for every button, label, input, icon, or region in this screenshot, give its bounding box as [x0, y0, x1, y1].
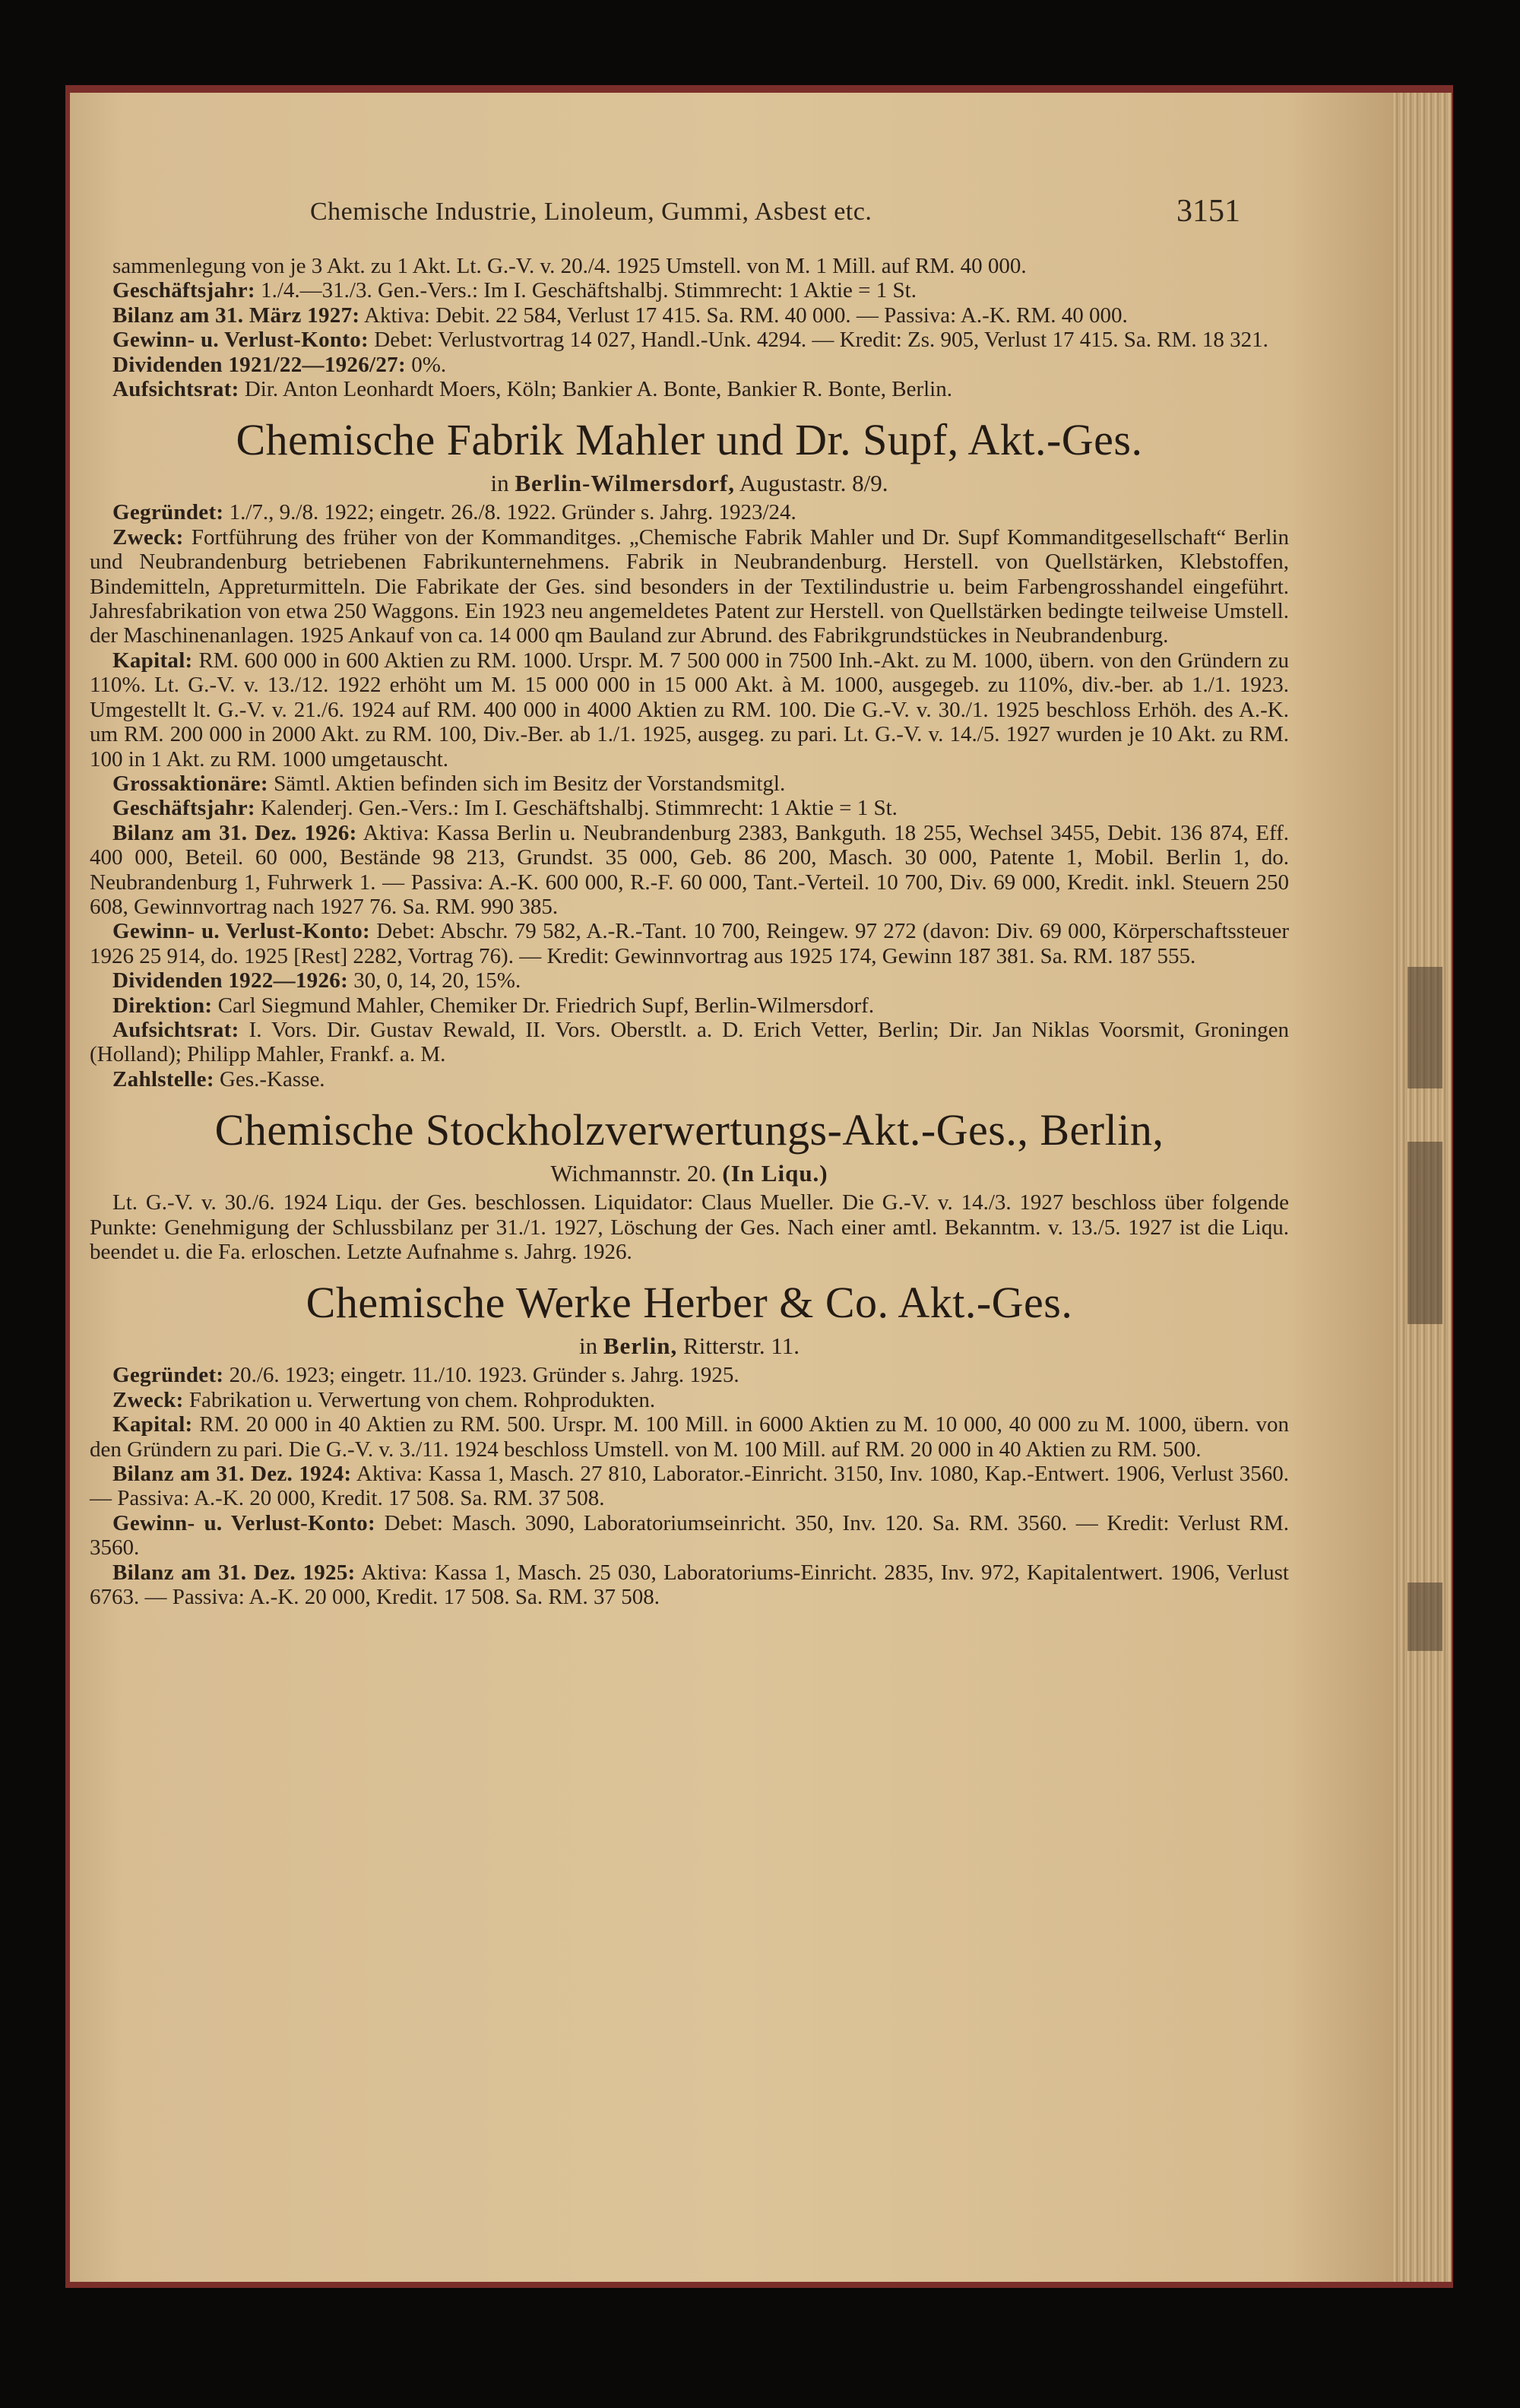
paragraph-label: Gegründet:: [112, 500, 224, 525]
running-head: [90, 190, 1289, 236]
company-city: Berlin-Wilmersdorf,: [515, 470, 735, 497]
entry-paragraph: [90, 1190, 1289, 1264]
intro-entry: [90, 254, 1289, 401]
paragraph-text: 1./4.—31./3. Gen.-Vers.: Im I. Geschäftshalbj. Stimmrecht: 1 Aktie = 1 St.: [261, 278, 917, 303]
paragraph-label: Bilanz am 31. März 1927:: [112, 303, 360, 328]
paragraph-text: RM. 20 000 in 40 Aktien zu RM. 500. Urspr. M. 100 Mill. in 6000 Aktien zu M. 10 000, 40 000 zu M. 1000, übern. von den Gründern zu pari. Die G.-V. v. 3./11. 1924 beschloss Umstell. von M. 100 Mill. auf RM. 20 000 in 40 Aktien zu RM. 500.: [90, 1412, 1290, 1462]
body-text: [90, 254, 1289, 1609]
location-prefix: in: [578, 1332, 598, 1360]
paragraph-label: Kapital:: [112, 1412, 193, 1437]
entry-paragraph: [90, 254, 1289, 278]
paragraph-text: Aktiva: Kassa 1, Masch. 25 030, Laboratoriums-Einricht. 2835, Inv. 972, Kapitalentwert. 1906, Verlust 6763. — Passiva: A.-K. 20 000, Kredit. 17 508. Sa. RM. 37 508.: [90, 1560, 1289, 1610]
entry-paragraph: [90, 1511, 1289, 1560]
paragraph-label: Zweck:: [112, 1387, 184, 1412]
entry-paragraph: [90, 377, 1289, 401]
entry-paragraph: [90, 278, 1289, 303]
entry-paragraph: [90, 1067, 1289, 1092]
page-stack: [1392, 93, 1452, 2282]
company-address: Augustastr. 8/9.: [739, 470, 888, 497]
entry-paragraph: [90, 353, 1289, 377]
paragraph-text: Aktiva: Debit. 22 584, Verlust 17 415. Sa. RM. 40 000. — Passiva: A.-K. RM. 40 000.: [364, 303, 1128, 328]
paragraph-text: sammenlegung von je 3 Akt. zu 1 Akt. Lt. G.-V. v. 20./4. 1925 Umstell. von M. 1 Mill. auf RM. 40 000.: [112, 254, 1027, 278]
paragraph-text: Sämtl. Aktien befinden sich im Besitz der Vorstandsmitgl.: [274, 771, 786, 796]
paragraph-text: Dir. Anton Leonhardt Moers, Köln; Bankier A. Bonte, Bankier R. Bonte, Berlin.: [244, 377, 952, 402]
entry-paragraph: [90, 968, 1289, 993]
entry-paragraph: [90, 328, 1289, 352]
paragraph-text: Aktiva: Kassa Berlin u. Neubrandenburg 2383, Bankguth. 18 255, Wechsel 3455, Debit. 136 874, Eff. 400 000, Beteil. 60 000, Bestände 98 213, Grundst. 35 000, Geb. 86 200, Masch. 30 000, Patente 1, Mobil. Berlin 1, do. Neubrandenburg 1, Fuhrwerk 1. — Passiva: A.-K. 600 000, R.-F. 60 000, Tant.-Verteil. 10 700, Div. 69 000, Kredit. inkl. Steuern 250 608, Gewinnvortrag nach 1927 76. Sa. RM. 990 385.: [90, 820, 1289, 919]
entry-paragraph: [90, 1388, 1289, 1412]
entry-paragraph: [90, 772, 1289, 796]
company-location: [90, 470, 1289, 497]
running-head-title: Chemische Industrie, Linoleum, Gummi, Asbest etc.: [310, 198, 872, 226]
company-entry: [90, 415, 1289, 1092]
paragraph-label: Bilanz am 31. Dez. 1926:: [112, 820, 357, 845]
entry-paragraph: [90, 796, 1289, 820]
entry-paragraph: [90, 821, 1289, 920]
paragraph-label: Gewinn- u. Verlust-Konto:: [112, 1510, 375, 1535]
paragraph-label: Kapital:: [112, 648, 193, 673]
entry-paragraph: [90, 500, 1289, 524]
page-number: 3151: [1176, 194, 1240, 229]
company-title: Chemische Stockholzverwertungs-Akt.-Ges., Berlin,: [214, 1105, 1164, 1155]
entry-paragraph: [90, 648, 1289, 772]
paragraph-text: Debet: Abschr. 79 582, A.-R.-Tant. 10 700, Reingew. 97 272 (davon: Div. 69 000, Körperschaftssteuer 1926 25 914, do. 1925 [Rest] 2282, Vortrag 76). — Kredit: Gewinnvortrag aus 1925 174, Gewinn 187 381. Sa. RM. 187 555.: [90, 919, 1289, 968]
paragraph-text: 0%.: [411, 352, 447, 377]
paragraph-text: Kalenderj. Gen.-Vers.: Im I. Geschäftshalbj. Stimmrecht: 1 Aktie = 1 St.: [261, 796, 898, 821]
paragraph-text: Aktiva: Kassa 1, Masch. 27 810, Laborator.-Einricht. 3150, Inv. 1080, Kap.-Entwert. 1906, Verlust 3560. — Passiva: A.-K. 20 000, Kredit. 17 508. Sa. RM. 37 508.: [90, 1462, 1289, 1511]
paragraph-label: Bilanz am 31. Dez. 1925:: [112, 1560, 356, 1585]
paragraph-label: Direktion:: [112, 993, 213, 1018]
paragraph-label: Dividenden 1922—1926:: [112, 968, 349, 993]
paragraph-label: Zahlstelle:: [112, 1066, 214, 1092]
paragraph-text: Carl Siegmund Mahler, Chemiker Dr. Friedrich Supf, Berlin-Wilmersdorf.: [217, 993, 875, 1018]
paragraph-label: Gegründet:: [112, 1363, 224, 1388]
book-page: [70, 93, 1392, 2282]
company-address: Ritterstr. 11.: [683, 1332, 800, 1360]
paragraph-label: Aufsichtsrat:: [112, 1017, 239, 1042]
paragraph-text: Ges.-Kasse.: [220, 1066, 325, 1092]
paragraph-label: Geschäftsjahr:: [112, 278, 255, 303]
entry-paragraph: [90, 1412, 1289, 1462]
company-location: [90, 1160, 1289, 1187]
paragraph-label: Bilanz am 31. Dez. 1924:: [112, 1462, 352, 1487]
company-entry: [90, 1105, 1289, 1264]
stack-mark: [1408, 1142, 1442, 1324]
paragraph-label: Gewinn- u. Verlust-Konto:: [112, 328, 369, 353]
paragraph-label: Geschäftsjahr:: [112, 796, 255, 821]
paragraph-text: Lt. G.-V. v. 30./6. 1924 Liqu. der Ges. beschlossen. Liquidator: Claus Mueller. Die G.-V. v. 14./3. 1927 beschloss über folgende Punkte: Genehmigung der Schlussbilanz per 31./1. 1927, Löschung der Ges. Nach einer amtl. Bekanntm. v. 13./5. 1927 ist die Liqu. beendet u. die Fa. erloschen. Letzte Aufnahme s. Jahrg. 1926.: [90, 1190, 1289, 1264]
entry-paragraph: [90, 993, 1289, 1018]
company-city: Berlin,: [603, 1332, 678, 1360]
entry-paragraph: [90, 1560, 1289, 1610]
paragraph-text: Fortführung des früher von der Kommanditges. „Chemische Fabrik Mahler und Dr. Supf Kommanditgesellschaft“ Berlin und Neubrandenburg betriebenen Fabrikunternehmens. Fabrik in Neubrandenburg. Herstell. von Quellstärken, Klebstoffen, Bindemitteln, Appreturmitteln. Die Fabrikate der Ges. sind besonders in der Textilindustrie u. beim Farbengrosshandel eingeführt. Jahresfabrikation von etwa 250 Waggons. Ein 1923 neu angemeldetes Patent zur Herstell. von Quellstärken bedingte teilweise Umstell. der Maschinenanlagen. 1925 Ankauf von ca. 14 000 qm Bauland zur Abrund. des Fabrikgrundstückes in Neubrandenburg.: [90, 524, 1289, 648]
paragraph-text: Debet: Verlustvortrag 14 027, Handl.-Unk. 4294. — Kredit: Zs. 905, Verlust 17 415. Sa. RM. 18 321.: [374, 328, 1268, 353]
stack-mark: [1408, 1583, 1442, 1651]
paragraph-text: Fabrikation u. Verwertung von chem. Rohprodukten.: [188, 1387, 656, 1412]
paragraph-label: Zweck:: [112, 524, 184, 550]
paragraph-label: Gewinn- u. Verlust-Konto:: [112, 919, 370, 944]
company-entries: [90, 415, 1289, 1609]
company-title: Chemische Werke Herber & Co. Akt.-Ges.: [306, 1278, 1073, 1328]
location-prefix: in: [490, 470, 509, 497]
paragraph-text: 1./7., 9./8. 1922; eingetr. 26./8. 1922. Gründer s. Jahrg. 1923/24.: [229, 500, 796, 525]
paragraph-text: RM. 600 000 in 600 Aktien zu RM. 1000. Urspr. M. 7 500 000 in 7500 Inh.-Akt. zu M. 1000, übern. von den Gründern zu 110%. Lt. G.-V. v. 13./12. 1922 erhöht um M. 15 000 000 in 15 000 Akt. à M. 1000, ausgegeb. zu 110%, div.-ber. ab 1./1. 1923. Umgestellt lt. G.-V. v. 21./6. 1924 auf RM. 400 000 in 4000 Aktien zu RM. 100. Die G.-V. v. 30./1. 1925 beschloss Erhöh. des A.-K. um RM. 200 000 in 2000 Akt. zu RM. 100, Div.-Ber. ab 1./1. 1925, ausgeg. zu pari. Lt. G.-V. v. 14./5. 1927 wurden je 10 Akt. zu RM. 100 in 1 Akt. zu RM. 1000 umgetauscht.: [90, 648, 1289, 772]
entry-paragraph: [90, 303, 1289, 328]
entry-paragraph: [90, 919, 1289, 968]
paragraph-label: Dividenden 1921/22—1926/27:: [112, 352, 406, 377]
company-title: Chemische Fabrik Mahler und Dr. Supf, Akt.-Ges.: [236, 415, 1143, 465]
company-address: Wichmannstr. 20.: [550, 1160, 717, 1187]
paragraph-text: I. Vors. Dir. Gustav Rewald, II. Vors. Oberstlt. a. D. Erich Vetter, Berlin; Dir. Jan Niklas Voorsmit, Groningen (Holland); Philipp Mahler, Frankf. a. M.: [90, 1017, 1289, 1067]
entry-paragraph: [90, 525, 1289, 648]
paragraph-text: 20./6. 1923; eingetr. 11./10. 1923. Gründer s. Jahrg. 1925.: [229, 1363, 739, 1388]
entry-paragraph: [90, 1363, 1289, 1387]
entry-paragraph: [90, 1018, 1289, 1067]
liquidation-note: (In Liqu.): [722, 1160, 828, 1187]
paragraph-text: 30, 0, 14, 20, 15%.: [353, 968, 521, 993]
entry-paragraph: [90, 1462, 1289, 1511]
paragraph-text: Debet: Masch. 3090, Laboratoriumseinricht. 350, Inv. 120. Sa. RM. 3560. — Kredit: Verlust RM. 3560.: [90, 1510, 1289, 1560]
paragraph-label: Aufsichtsrat:: [112, 377, 239, 402]
paragraph-label: Grossaktionäre:: [112, 771, 268, 796]
stack-mark: [1408, 967, 1442, 1088]
company-entry: [90, 1278, 1289, 1609]
company-location: [90, 1332, 1289, 1360]
